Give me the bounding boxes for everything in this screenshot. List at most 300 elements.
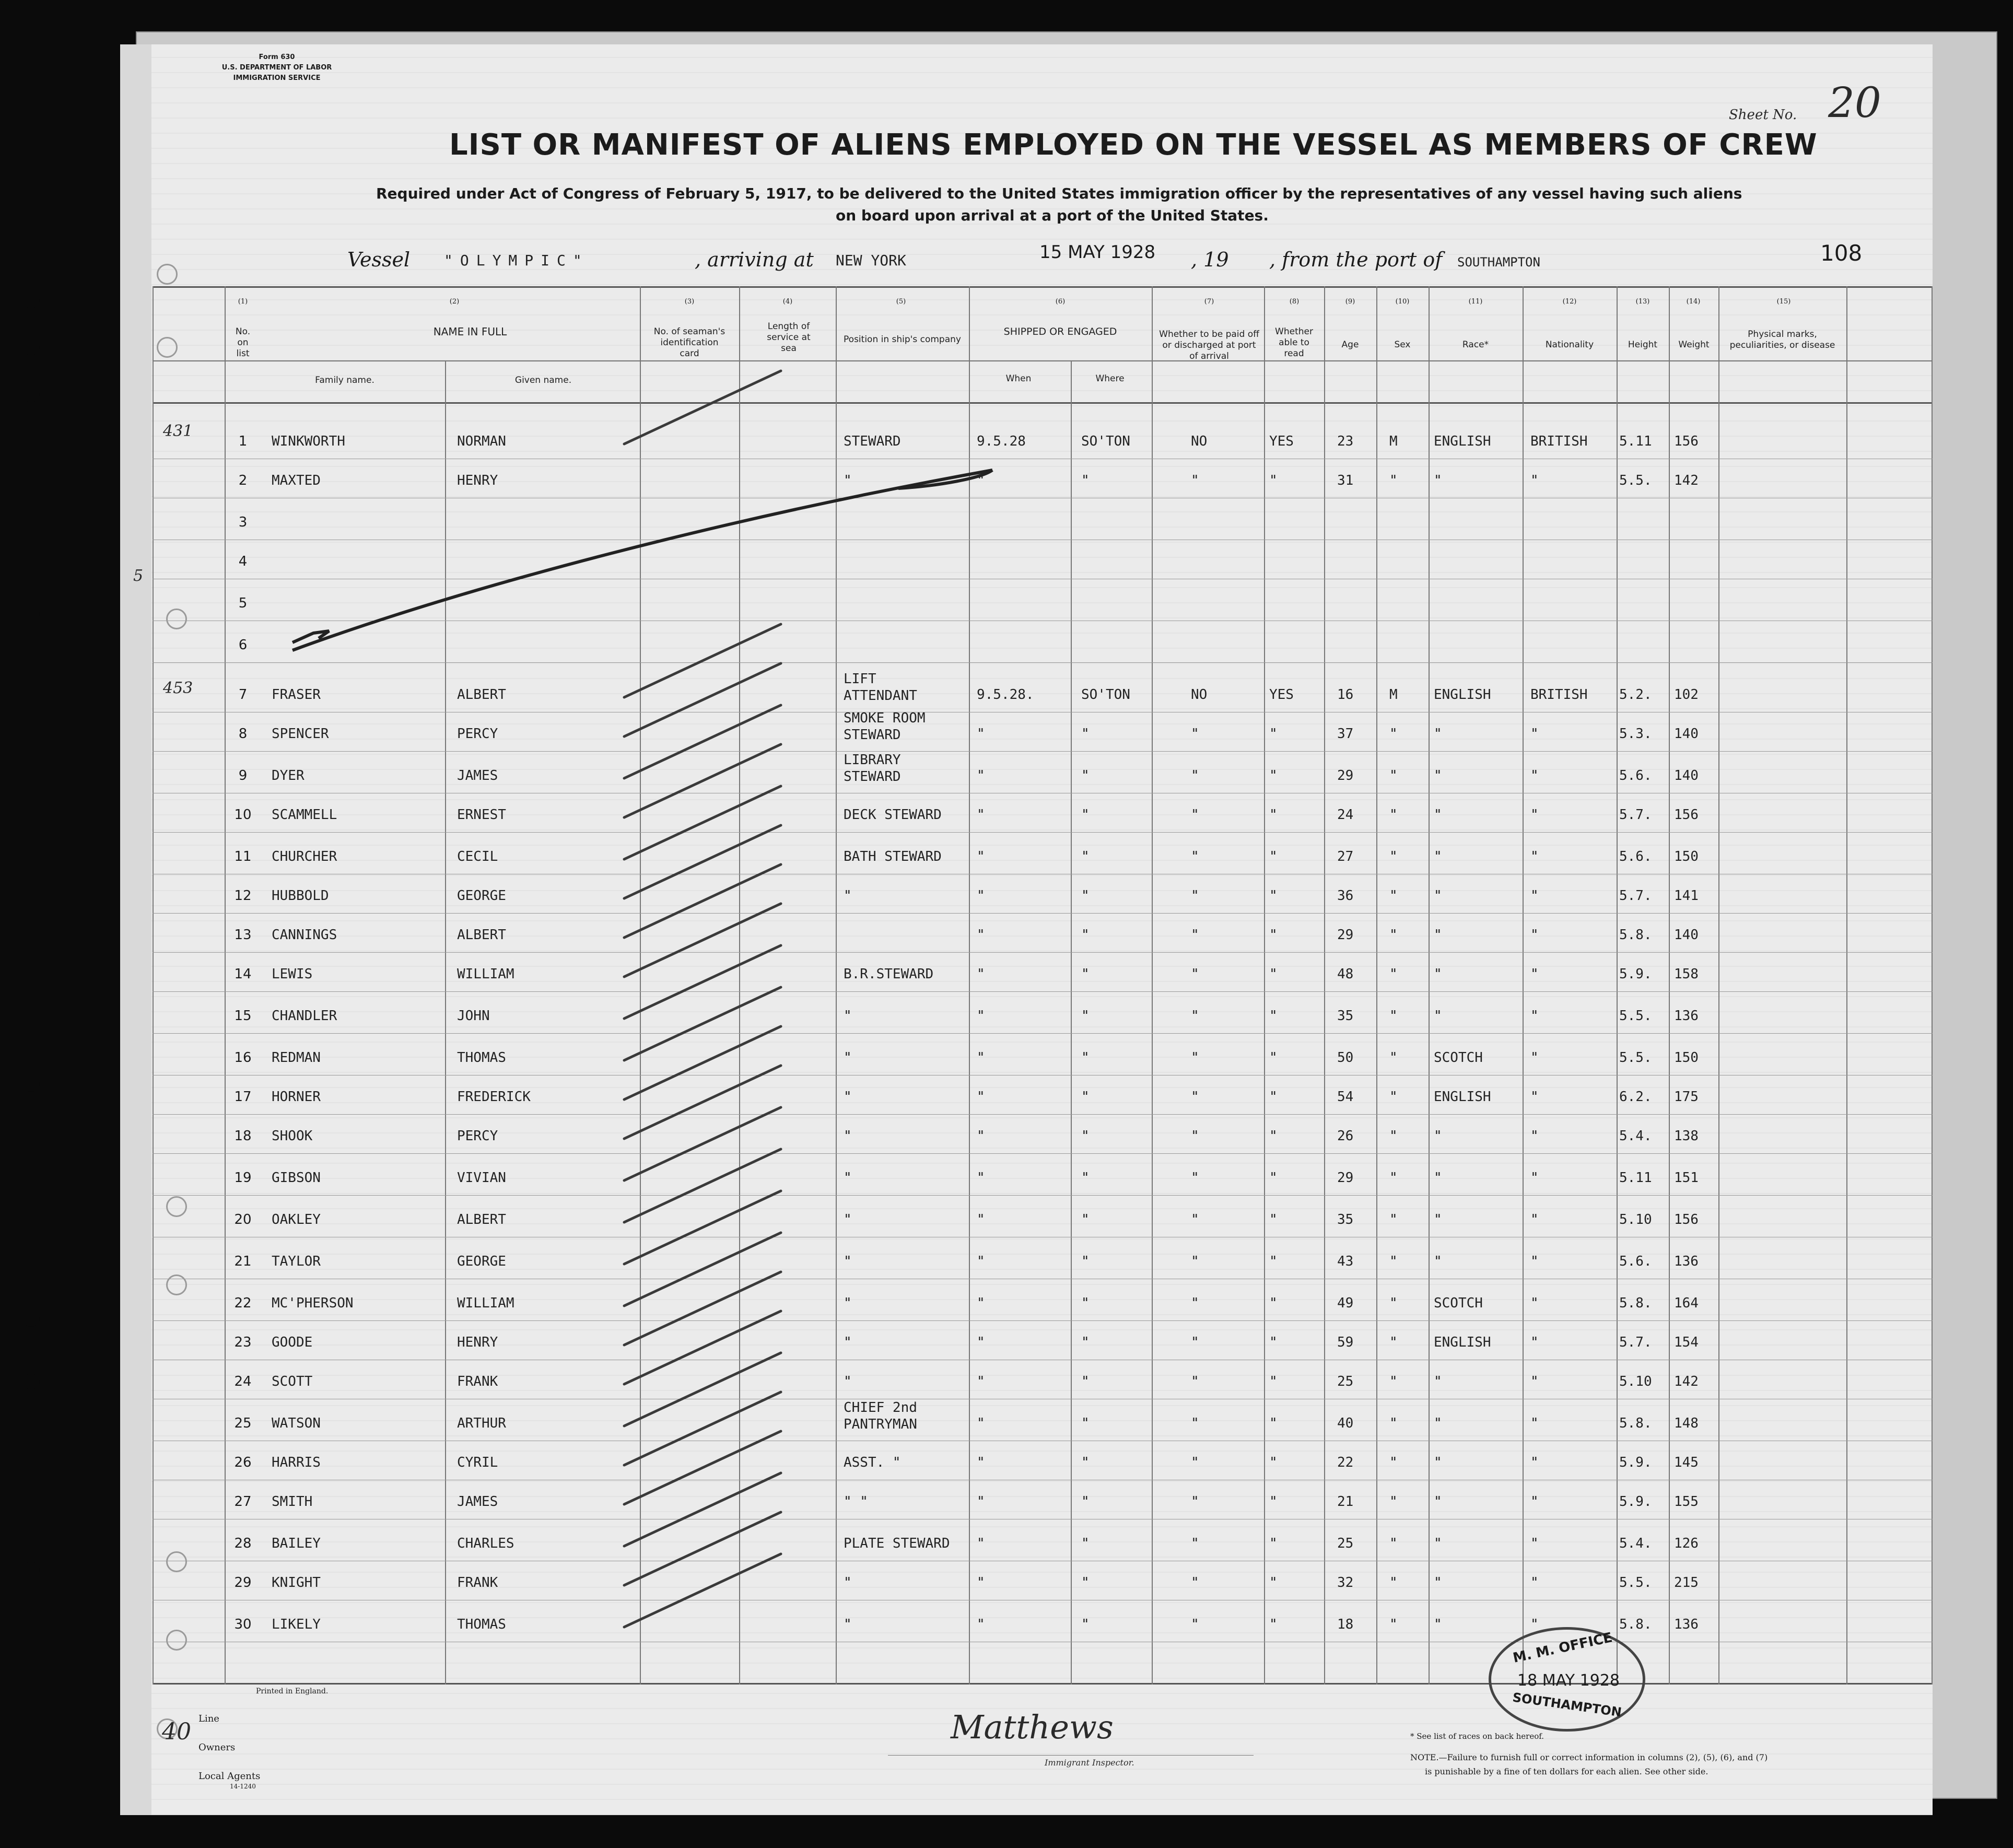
age-cell: 35: [1337, 1212, 1354, 1227]
sex-cell: M: [1389, 687, 1398, 703]
shipped-when-cell: ": [977, 927, 985, 943]
col-num-6: (6): [1055, 298, 1066, 306]
family-name-cell: HORNER: [272, 1089, 321, 1105]
inspector-signature: Matthews: [951, 1708, 1114, 1746]
height-cell: 5.6.: [1619, 768, 1652, 783]
age-cell: 37: [1337, 726, 1354, 742]
row-number: 15: [234, 1008, 252, 1024]
pencil-tick: [624, 1554, 781, 1627]
family-name-cell: BAILEY: [272, 1536, 321, 1551]
shipped-where-cell: ": [1081, 1494, 1090, 1510]
height-cell: 5.11: [1619, 434, 1652, 449]
able-to-read-cell: ": [1269, 1295, 1278, 1311]
able-to-read-cell: ": [1269, 1455, 1278, 1470]
col-header-service: Length of service at sea: [767, 321, 811, 354]
paid-off-cell: ": [1191, 966, 1199, 982]
shipped-where-cell: ": [1081, 888, 1090, 904]
row-number: 6: [238, 637, 248, 653]
pencil-tick: [624, 786, 781, 859]
pencil-tick: [624, 1272, 781, 1345]
pencil-tick: [624, 1353, 781, 1426]
subtitle-line2: on board upon arrival at a port of the United States.: [836, 207, 1269, 224]
able-to-read-cell: ": [1269, 768, 1278, 783]
weight-cell: 140: [1674, 768, 1699, 783]
weight-cell: 145: [1674, 1455, 1699, 1470]
row-number: 14: [234, 966, 252, 982]
given-name-cell: GEORGE: [457, 888, 506, 904]
given-name-cell: WILLIAM: [457, 1295, 514, 1311]
position-cell: SMOKE ROOM: [844, 710, 926, 726]
row-number: 10: [234, 807, 252, 823]
family-name-cell: SCOTT: [272, 1374, 313, 1389]
race-cell: ": [1434, 1416, 1442, 1431]
shipped-where-cell: ": [1081, 1295, 1090, 1311]
margin-note: 5: [133, 567, 144, 585]
owners-label: Owners: [198, 1742, 236, 1753]
shipped-when-cell: ": [977, 807, 985, 823]
col-header-nationality: Nationality: [1545, 340, 1594, 350]
height-cell: 5.8.: [1619, 927, 1652, 943]
position-cell: LIFT: [844, 671, 876, 687]
pencil-tick: [624, 864, 781, 938]
year-label: , 19: [1191, 248, 1229, 271]
col-num-1: (1): [238, 298, 248, 306]
age-cell: 59: [1337, 1335, 1354, 1350]
printed-note: Printed in England.: [256, 1687, 329, 1695]
paid-off-cell: ": [1191, 849, 1199, 864]
shipped-where-cell: ": [1081, 1416, 1090, 1431]
able-to-read-cell: ": [1269, 1494, 1278, 1510]
nationality-cell: ": [1530, 1254, 1539, 1269]
paid-off-cell: ": [1191, 1416, 1199, 1431]
weight-cell: 136: [1674, 1008, 1699, 1024]
age-cell: 18: [1337, 1617, 1354, 1632]
form-code: 14-1240: [230, 1783, 256, 1790]
sex-cell: ": [1389, 1455, 1398, 1470]
shipped-when-cell: ": [977, 1050, 985, 1066]
nationality-cell: ": [1530, 1128, 1539, 1144]
document-title: LIST OR MANIFEST OF ALIENS EMPLOYED ON THE VESSEL AS MEMBERS OF CREW: [449, 128, 1818, 162]
row-number: 24: [234, 1374, 252, 1389]
sex-cell: ": [1389, 927, 1398, 943]
sex-cell: ": [1389, 1089, 1398, 1105]
department-name: U.S. DEPARTMENT OF LABOR: [221, 64, 332, 72]
position-cell: ": [844, 1128, 852, 1144]
pencil-tick: [624, 624, 781, 697]
race-cell: ": [1434, 1128, 1442, 1144]
nationality-cell: ": [1530, 1089, 1539, 1105]
race-cell: ": [1434, 1254, 1442, 1269]
margin-note: 40: [162, 1718, 191, 1745]
shipped-where-cell: ": [1081, 1374, 1090, 1389]
race-cell: ": [1434, 1170, 1442, 1186]
shipped-where-cell: SO'TON: [1081, 687, 1130, 703]
family-name-cell: GIBSON: [272, 1170, 321, 1186]
family-name-cell: CANNINGS: [272, 927, 337, 943]
sex-cell: ": [1389, 1536, 1398, 1551]
height-cell: 5.7.: [1619, 888, 1652, 904]
nationality-cell: ": [1530, 927, 1539, 943]
paid-off-cell: ": [1191, 1050, 1199, 1066]
shipped-where-cell: ": [1081, 1128, 1090, 1144]
able-to-read-cell: ": [1269, 473, 1278, 488]
margin-note: 453: [163, 679, 193, 697]
row-number: 20: [234, 1212, 252, 1227]
nationality-cell: ": [1530, 888, 1539, 904]
arriving-label: , arriving at: [695, 248, 814, 271]
row-number: 2: [238, 473, 248, 488]
height-cell: 5.7.: [1619, 807, 1652, 823]
family-name-cell: MC'PHERSON: [272, 1295, 354, 1311]
weight-cell: 138: [1674, 1128, 1699, 1144]
sex-cell: ": [1389, 1254, 1398, 1269]
age-cell: 16: [1337, 687, 1354, 703]
row-number: 28: [234, 1536, 252, 1551]
weight-cell: 164: [1674, 1295, 1699, 1311]
col-header-position: Position in ship's company: [844, 334, 961, 345]
nationality-cell: ": [1530, 1536, 1539, 1551]
sex-cell: ": [1389, 1295, 1398, 1311]
shipped-where-cell: ": [1081, 966, 1090, 982]
pencil-tick: [624, 1107, 781, 1180]
able-to-read-cell: ": [1269, 807, 1278, 823]
row-number: 30: [234, 1617, 252, 1632]
age-cell: 32: [1337, 1575, 1354, 1590]
position-cell: STEWARD: [844, 434, 901, 449]
nationality-cell: ": [1530, 849, 1539, 864]
nationality-cell: ": [1530, 726, 1539, 742]
height-cell: 5.4.: [1619, 1128, 1652, 1144]
weight-cell: 141: [1674, 888, 1699, 904]
able-to-read-cell: ": [1269, 1416, 1278, 1431]
col-num-15: (15): [1776, 298, 1791, 306]
weight-cell: 154: [1674, 1335, 1699, 1350]
col-header-no: No. on list: [235, 326, 251, 359]
race-cell: ": [1434, 1455, 1442, 1470]
col-num-8: (8): [1289, 298, 1300, 306]
race-cell: ": [1434, 473, 1442, 488]
sex-cell: ": [1389, 807, 1398, 823]
given-name-cell: ERNEST: [457, 807, 506, 823]
paid-off-cell: ": [1191, 726, 1199, 742]
paid-off-cell: ": [1191, 1617, 1199, 1632]
row-number: 13: [234, 927, 252, 943]
weight-cell: 151: [1674, 1170, 1699, 1186]
age-cell: 26: [1337, 1128, 1354, 1144]
able-to-read-cell: ": [1269, 726, 1278, 742]
shipped-where-cell: ": [1081, 1212, 1090, 1227]
nationality-cell: ": [1530, 768, 1539, 783]
race-note: * See list of races on back hereof.: [1410, 1732, 1544, 1741]
weight-cell: 142: [1674, 473, 1699, 488]
position-cell: ": [844, 1575, 852, 1590]
shipped-where-cell: ": [1081, 927, 1090, 943]
col-header-family: Family name.: [315, 375, 374, 385]
age-cell: 23: [1337, 434, 1354, 449]
able-to-read-cell: ": [1269, 1089, 1278, 1105]
col-num-13: (13): [1635, 298, 1650, 306]
race-cell: ": [1434, 726, 1442, 742]
agents-label: Local Agents: [198, 1771, 261, 1782]
paid-off-cell: ": [1191, 1536, 1199, 1551]
given-name-cell: PERCY: [457, 726, 498, 742]
given-name-cell: FRANK: [457, 1374, 498, 1389]
position-cell: ": [844, 1617, 852, 1632]
race-cell: ": [1434, 1536, 1442, 1551]
shipped-when-cell: ": [977, 1254, 985, 1269]
position-cell: ": [844, 1295, 852, 1311]
weight-cell: 136: [1674, 1254, 1699, 1269]
position-cell: ": [844, 888, 852, 904]
given-name-cell: VIVIAN: [457, 1170, 506, 1186]
race-cell: ": [1434, 966, 1442, 982]
col-num-10: (10): [1395, 298, 1410, 306]
age-cell: 25: [1337, 1536, 1354, 1551]
shipped-when-cell: ": [977, 1212, 985, 1227]
height-cell: 5.9.: [1619, 966, 1652, 982]
sex-cell: ": [1389, 1416, 1398, 1431]
age-cell: 29: [1337, 927, 1354, 943]
race-cell: SCOTCH: [1434, 1050, 1483, 1066]
sex-cell: ": [1389, 473, 1398, 488]
col-header-race: Race*: [1462, 340, 1489, 350]
row-number: 29: [234, 1575, 252, 1590]
shipped-when-cell: ": [977, 1089, 985, 1105]
position-cell: PLATE STEWARD: [844, 1536, 950, 1551]
race-cell: ": [1434, 888, 1442, 904]
sex-cell: ": [1389, 1008, 1398, 1024]
paid-off-cell: ": [1191, 1494, 1199, 1510]
height-cell: 5.11: [1619, 1170, 1652, 1186]
pencil-tick: [624, 987, 781, 1060]
able-to-read-cell: ": [1269, 1050, 1278, 1066]
row-number: 5: [238, 595, 248, 611]
paid-off-cell: NO: [1191, 434, 1208, 449]
pencil-tick: [624, 1392, 781, 1465]
inspector-label: Immigrant Inspector.: [1045, 1758, 1134, 1768]
weight-cell: 140: [1674, 726, 1699, 742]
shipped-when-cell: 9.5.28: [977, 434, 1026, 449]
race-cell: ENGLISH: [1434, 1335, 1491, 1350]
able-to-read-cell: ": [1269, 927, 1278, 943]
paid-off-cell: ": [1191, 1089, 1199, 1105]
sex-cell: ": [1389, 1128, 1398, 1144]
paid-off-cell: ": [1191, 473, 1199, 488]
nationality-cell: ": [1530, 1455, 1539, 1470]
weight-cell: 150: [1674, 1050, 1699, 1066]
family-name-cell: KNIGHT: [272, 1575, 321, 1590]
family-name-cell: LIKELY: [272, 1617, 321, 1632]
col-header-height: Height: [1628, 340, 1658, 350]
race-cell: ": [1434, 1617, 1442, 1632]
weight-cell: 156: [1674, 434, 1699, 449]
nationality-cell: ": [1530, 1212, 1539, 1227]
able-to-read-cell: ": [1269, 888, 1278, 904]
height-cell: 5.6.: [1619, 849, 1652, 864]
shipped-where-cell: ": [1081, 807, 1090, 823]
family-name-cell: SCAMMELL: [272, 807, 337, 823]
col-header-physical: Physical marks, peculiarities, or disease: [1729, 329, 1835, 350]
col-header-shipped: SHIPPED OR ENGAGED: [1003, 326, 1117, 337]
sex-cell: ": [1389, 1494, 1398, 1510]
height-cell: 5.4.: [1619, 1536, 1652, 1551]
col-header-where: Where: [1095, 373, 1125, 384]
nationality-cell: ": [1530, 1617, 1539, 1632]
height-cell: 5.7.: [1619, 1335, 1652, 1350]
race-cell: ": [1434, 1212, 1442, 1227]
shipped-when-cell: ": [977, 726, 985, 742]
position-cell: ": [844, 1335, 852, 1350]
subtitle-line1: Required under Act of Congress of February 5, 1917, to be delivered to the United States immigration officer by the representatives of any vessel having such aliens: [376, 185, 1742, 202]
family-name-cell: LEWIS: [272, 966, 313, 982]
nationality-cell: BRITISH: [1530, 687, 1588, 703]
row-number: 17: [234, 1089, 252, 1105]
age-cell: 35: [1337, 1008, 1354, 1024]
position-cell-line2: STEWARD: [844, 769, 901, 785]
paid-off-cell: ": [1191, 768, 1199, 783]
given-name-cell: PERCY: [457, 1128, 498, 1144]
nationality-cell: ": [1530, 1170, 1539, 1186]
col-header-when: When: [1005, 373, 1032, 384]
departure-port: SOUTHAMPTON: [1457, 255, 1540, 270]
shipped-when-cell: ": [977, 1374, 985, 1389]
shipped-when-cell: ": [977, 1295, 985, 1311]
position-cell: ": [844, 1374, 852, 1389]
weight-cell: 102: [1674, 687, 1699, 703]
shipped-when-cell: ": [977, 1416, 985, 1431]
col-header-paid-off: Whether to be paid off or discharged at port of arrival: [1159, 329, 1259, 361]
shipped-where-cell: ": [1081, 1617, 1090, 1632]
family-name-cell: SHOOK: [272, 1128, 313, 1144]
family-name-cell: MAXTED: [272, 473, 321, 488]
row-number: 21: [234, 1254, 252, 1269]
paid-off-cell: ": [1191, 1212, 1199, 1227]
position-cell: ": [844, 1089, 852, 1105]
col-header-given: Given name.: [514, 375, 572, 385]
shipped-where-cell: ": [1081, 1008, 1090, 1024]
sheet-number: 20: [1828, 78, 1881, 127]
age-cell: 48: [1337, 966, 1354, 982]
height-cell: 5.10: [1619, 1212, 1652, 1227]
age-cell: 31: [1337, 473, 1354, 488]
age-cell: 54: [1337, 1089, 1354, 1105]
pencil-tick: [624, 825, 781, 898]
age-cell: 22: [1337, 1455, 1354, 1470]
row-number: 11: [234, 849, 252, 864]
shipped-where-cell: ": [1081, 726, 1090, 742]
shipped-when-cell: ": [977, 1494, 985, 1510]
col-num-9: (9): [1345, 298, 1355, 306]
family-name-cell: OAKLEY: [272, 1212, 321, 1227]
race-cell: ": [1434, 849, 1442, 864]
row-number: 3: [238, 514, 248, 530]
shipped-where-cell: ": [1081, 768, 1090, 783]
sex-cell: ": [1389, 1050, 1398, 1066]
nationality-cell: ": [1530, 966, 1539, 982]
position-cell: BATH STEWARD: [844, 849, 942, 864]
row-number: 9: [238, 768, 248, 783]
weight-cell: 136: [1674, 1617, 1699, 1632]
family-name-cell: REDMAN: [272, 1050, 321, 1066]
nationality-cell: ": [1530, 1416, 1539, 1431]
paid-off-cell: ": [1191, 888, 1199, 904]
given-name-cell: CYRIL: [457, 1455, 498, 1470]
given-name-cell: ALBERT: [457, 1212, 506, 1227]
shipped-where-cell: ": [1081, 1089, 1090, 1105]
able-to-read-cell: YES: [1269, 434, 1294, 449]
able-to-read-cell: ": [1269, 966, 1278, 982]
sex-cell: ": [1389, 768, 1398, 783]
office-stamp: [1489, 1627, 1645, 1732]
col-num-3: (3): [684, 298, 695, 306]
paid-off-cell: NO: [1191, 687, 1208, 703]
position-cell-line2: PANTRYMAN: [844, 1417, 917, 1432]
weight-cell: 140: [1674, 927, 1699, 943]
given-name-cell: FRANK: [457, 1575, 498, 1590]
paid-off-cell: ": [1191, 1295, 1199, 1311]
race-cell: ": [1434, 1575, 1442, 1590]
shipped-when-cell: ": [977, 473, 985, 488]
given-name-cell: ALBERT: [457, 687, 506, 703]
pencil-tick: [624, 904, 781, 977]
sex-cell: ": [1389, 1335, 1398, 1350]
pencil-tick: [624, 1311, 781, 1384]
row-number: 1: [238, 434, 248, 449]
race-cell: ": [1434, 927, 1442, 943]
position-cell: ASST. ": [844, 1455, 901, 1470]
from-port-label: , from the port of: [1269, 248, 1443, 271]
position-cell-line2: STEWARD: [844, 727, 901, 743]
race-cell: ": [1434, 768, 1442, 783]
height-cell: 5.5.: [1619, 1050, 1652, 1066]
sex-cell: ": [1389, 849, 1398, 864]
family-name-cell: FRASER: [272, 687, 321, 703]
given-name-cell: HENRY: [457, 1335, 498, 1350]
row-number: 25: [234, 1416, 252, 1431]
row-number: 12: [234, 888, 252, 904]
paid-off-cell: ": [1191, 1254, 1199, 1269]
able-to-read-cell: ": [1269, 1335, 1278, 1350]
height-cell: 5.8.: [1619, 1295, 1652, 1311]
position-cell: B.R.STEWARD: [844, 966, 934, 982]
vessel-name: "OLYMPIC": [444, 252, 589, 269]
age-cell: 21: [1337, 1494, 1354, 1510]
shipped-where-cell: ": [1081, 1170, 1090, 1186]
family-name-cell: GOODE: [272, 1335, 313, 1350]
col-header-weight: Weight: [1678, 340, 1710, 350]
shipped-where-cell: ": [1081, 1536, 1090, 1551]
sex-cell: ": [1389, 1575, 1398, 1590]
weight-cell: 155: [1674, 1494, 1699, 1510]
form-number: Form 630: [259, 53, 295, 61]
row-number: 19: [234, 1170, 252, 1186]
height-cell: 5.9.: [1619, 1494, 1652, 1510]
height-cell: 5.9.: [1619, 1455, 1652, 1470]
pencil-tick: [624, 1066, 781, 1139]
height-cell: 5.10: [1619, 1374, 1652, 1389]
shipped-when-cell: ": [977, 1455, 985, 1470]
nationality-cell: ": [1530, 473, 1539, 488]
family-name-cell: WATSON: [272, 1416, 321, 1431]
pencil-tick: [624, 1431, 781, 1504]
shipped-where-cell: ": [1081, 1335, 1090, 1350]
position-cell: ": [844, 473, 852, 488]
shipped-when-cell: ": [977, 1128, 985, 1144]
weight-cell: 156: [1674, 1212, 1699, 1227]
height-cell: 5.5.: [1619, 473, 1652, 488]
pencil-tick: [624, 1233, 781, 1306]
given-name-cell: WILLIAM: [457, 966, 514, 982]
